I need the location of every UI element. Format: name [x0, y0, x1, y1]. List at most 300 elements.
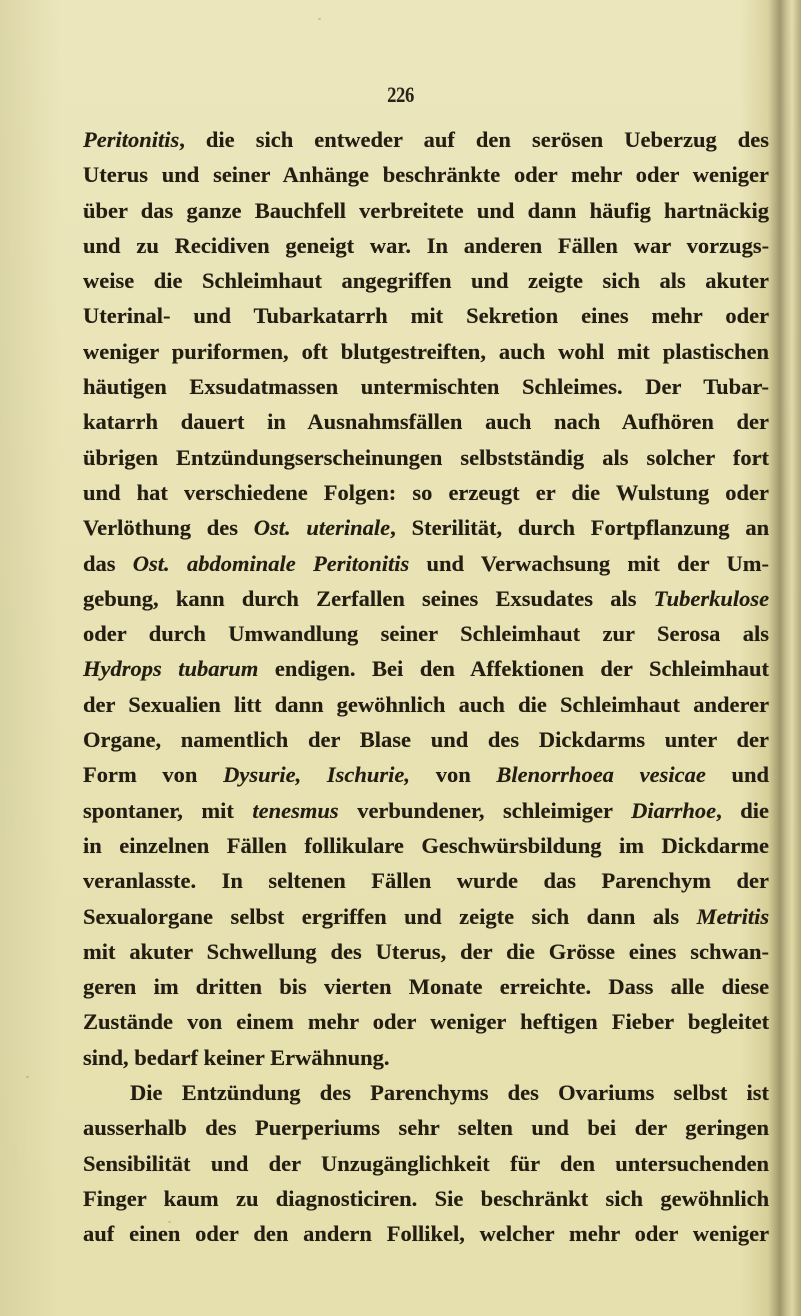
word: Zerfallen [316, 585, 405, 611]
word: kaum [163, 1185, 219, 1211]
word: Recidiven [174, 232, 270, 258]
word: als [742, 621, 770, 647]
text-line [83, 334, 769, 369]
word: den [253, 1221, 289, 1247]
text-line [83, 510, 769, 545]
word: mehr [307, 1009, 359, 1035]
text-line [83, 193, 769, 228]
word: Umwandlung [228, 621, 359, 647]
word: Uterus, [375, 938, 447, 964]
word: hat [136, 479, 168, 505]
paper-speck [26, 1076, 29, 1078]
word: und [531, 1115, 569, 1141]
word: eines [581, 303, 629, 329]
word: seltenen [268, 868, 346, 894]
word: mehr [569, 1221, 620, 1247]
word: Sensibilität [83, 1150, 191, 1176]
word: des [330, 938, 362, 964]
word: Der [645, 374, 682, 400]
word: der [677, 550, 710, 576]
word: puriformen, [171, 338, 289, 364]
word: Grösse [548, 938, 615, 964]
word: Serosa [657, 621, 721, 647]
italic-term: Metritis [696, 903, 770, 929]
word: Fällen [557, 232, 618, 258]
word: schwan- [690, 938, 769, 964]
word: und [404, 903, 442, 929]
word: zu [136, 232, 159, 258]
word: geneigt [285, 232, 355, 258]
text-line [83, 1040, 769, 1075]
word: Anhänge [282, 162, 369, 188]
word: , [179, 127, 185, 152]
word: katarrh [83, 409, 158, 435]
word: und [426, 550, 465, 576]
word: Verwachsung [480, 550, 611, 576]
text-line [83, 475, 769, 510]
text-line [83, 1216, 769, 1251]
word: und [83, 479, 121, 505]
word: der [736, 868, 770, 894]
word: der [460, 938, 493, 964]
word: Sterilität, [411, 515, 503, 541]
text-line [83, 757, 769, 792]
word: Schleimhaut [649, 656, 770, 682]
word: Blase [359, 727, 412, 753]
word: andern [303, 1221, 372, 1247]
word: verbreitete [359, 197, 464, 223]
text-line [83, 1110, 769, 1145]
word: Dickdarme [661, 832, 769, 858]
word: des [737, 127, 770, 152]
word: erreichte. [499, 974, 592, 1000]
text-line [83, 651, 769, 686]
word: und [476, 197, 515, 223]
word: das [140, 197, 174, 223]
word: sich [255, 127, 294, 152]
word: des [507, 1080, 539, 1106]
text-line [83, 722, 769, 757]
word: mit [410, 303, 444, 329]
word: Geschwürsbildung [421, 832, 602, 858]
word: Wulstung [615, 479, 710, 505]
word: das [543, 868, 577, 894]
italic-term: Diarrhoe [631, 797, 717, 823]
word: und [471, 268, 509, 294]
word: sich [605, 1185, 644, 1211]
word: untermischten [360, 374, 500, 400]
word: weniger [83, 338, 159, 364]
word: Dass [608, 974, 654, 1000]
word: die [153, 268, 183, 294]
word: Tubarkatarrh [253, 303, 388, 329]
word: und [83, 232, 121, 258]
word: selbst [673, 1080, 728, 1106]
word: war. [369, 232, 411, 258]
word: den [419, 656, 455, 682]
word: war [633, 232, 671, 258]
word: des [319, 1080, 351, 1106]
word: litt [234, 691, 262, 717]
word: sind, [83, 1044, 129, 1070]
word: als [610, 585, 637, 611]
word: zur [602, 621, 635, 647]
word: seines [422, 585, 479, 611]
word: über [83, 197, 128, 223]
word: gewöhnlich [336, 691, 446, 717]
text-line [83, 899, 769, 934]
word: begleitet [687, 1009, 770, 1035]
italic-term: Blenorrhoea [496, 762, 614, 788]
word: er [535, 479, 556, 505]
italic-term: vesicae [639, 762, 706, 788]
text-line [83, 687, 769, 722]
word: oder [372, 1009, 417, 1035]
word: Monate [408, 974, 483, 1000]
word: Parenchyms [370, 1080, 489, 1106]
word: als [602, 444, 629, 470]
word: endigen. [274, 656, 356, 682]
word: erzeugt [448, 479, 520, 505]
word: namentlich [180, 727, 289, 753]
word: Erwähnung. [270, 1044, 390, 1070]
word: fort [732, 444, 770, 470]
word: untersuchenden [615, 1150, 770, 1176]
word: und [430, 727, 469, 753]
text-line [83, 122, 769, 157]
word: Organe, [83, 727, 162, 753]
word: Uterinal- [83, 303, 171, 329]
word: blutgestreiften, [340, 338, 486, 364]
word: den [475, 127, 511, 152]
word: durch [241, 585, 299, 611]
word: In [426, 232, 449, 258]
word: im [153, 974, 179, 1000]
word: Um- [726, 550, 769, 576]
word: Follikel, [386, 1221, 465, 1247]
word: diese [721, 974, 770, 1000]
word: Fortpflanzung [590, 515, 730, 541]
word: Aufhören [621, 409, 714, 435]
word: beschränkt [480, 1185, 589, 1211]
word: ist [746, 1080, 770, 1106]
word: bis [279, 974, 307, 1000]
word: Schleimes. [522, 374, 623, 400]
word: diagnosticiren. [275, 1185, 418, 1211]
word: das [83, 550, 116, 576]
word: Fällen [371, 868, 432, 894]
word: serösen [531, 127, 604, 152]
text-line [83, 863, 769, 898]
word: einem [236, 1009, 294, 1035]
text-line [83, 581, 769, 616]
word: anderer [693, 691, 770, 717]
word: die [506, 938, 535, 964]
italic-term: Ost. [132, 550, 170, 576]
word: zeigte [528, 268, 584, 294]
italic-term: Peritonitis [83, 127, 180, 152]
word: der [83, 691, 116, 717]
word: Bauchfell [254, 197, 346, 223]
word: ausserhalb [83, 1115, 187, 1141]
word: oder [725, 303, 770, 329]
word: geren [83, 974, 137, 1000]
word: oder [725, 479, 770, 505]
word: keiner [203, 1044, 265, 1070]
word: Sie [434, 1185, 464, 1211]
word: des [206, 515, 238, 541]
body-text [83, 122, 769, 1252]
text-line [83, 404, 769, 439]
word: mehr [651, 303, 703, 329]
word: einzelnen [119, 832, 210, 858]
word: und [161, 162, 200, 188]
word: Entzündung [181, 1080, 301, 1106]
word: Dickdarms [538, 727, 646, 753]
italic-term: Ischurie, [326, 762, 411, 788]
word: gebung, [83, 585, 159, 611]
word: kann [175, 585, 225, 611]
word: schleimiger [503, 797, 613, 823]
word: mit [201, 797, 234, 823]
word: entweder [314, 127, 403, 152]
word: sich [602, 268, 641, 294]
word: häufig [589, 197, 651, 223]
paper-speck [318, 18, 321, 20]
word: bei [587, 1115, 617, 1141]
word: mehr [571, 162, 622, 188]
italic-term: Ost. [253, 515, 291, 541]
word: Schleimhaut [460, 621, 581, 647]
word: veranlasste. [83, 868, 197, 894]
word: Sexualien [128, 691, 221, 717]
text-line [83, 157, 769, 192]
word: selbst [230, 903, 285, 929]
word: mit [617, 338, 650, 364]
word: von [187, 1009, 223, 1035]
word: durch [517, 515, 576, 541]
word: an [745, 515, 770, 541]
page-number: 226 [387, 82, 414, 107]
italic-term: tubarum [178, 656, 259, 682]
word: weniger [430, 1009, 507, 1035]
text-line [83, 1146, 769, 1181]
word: Sexualorgane [83, 903, 214, 929]
word: spontaner, [83, 797, 183, 823]
word: von [435, 762, 471, 788]
word: von [162, 762, 198, 788]
word: Entzündungserscheinungen [176, 444, 443, 470]
text-line [83, 616, 769, 651]
word: Folgen: [323, 479, 397, 505]
word: Schleimhaut [560, 691, 681, 717]
italic-term: abdominale [186, 550, 296, 576]
word: wurde [456, 868, 519, 894]
word: verbundener, [357, 797, 485, 823]
word: oder [195, 1221, 239, 1247]
word: Bei [372, 656, 404, 682]
paper-speck [168, 1221, 171, 1223]
word: geringen [685, 1115, 770, 1141]
text-line [83, 1004, 769, 1039]
word: häutigen [83, 374, 167, 400]
word: wohl [558, 338, 605, 364]
word: auch [485, 409, 532, 435]
word: , [716, 797, 722, 823]
word: weniger [692, 162, 770, 188]
word: dritten [195, 974, 263, 1000]
word: plastischen [662, 338, 770, 364]
word: Exsudates [495, 585, 594, 611]
word: unter [664, 727, 717, 753]
word: ganze [186, 197, 242, 223]
text-line [83, 1181, 769, 1216]
word: des [205, 1115, 237, 1141]
word: Ueberzug [624, 127, 717, 152]
word: nach [554, 409, 601, 435]
text-line [83, 828, 769, 863]
word: sehr [398, 1115, 440, 1141]
word: Schleimhaut [202, 268, 323, 294]
word: Ovariums [558, 1080, 655, 1106]
word: gewöhnlich [660, 1185, 770, 1211]
word: und [210, 1150, 249, 1176]
word: vorzugs- [686, 232, 770, 258]
word: dann [527, 197, 577, 223]
word: vierten [324, 974, 392, 1000]
word: als [652, 903, 680, 929]
word: akuter [705, 268, 770, 294]
text-line [83, 263, 769, 298]
italic-term: tenesmus [252, 797, 339, 823]
word: übrigen [83, 444, 159, 470]
word: oft [301, 338, 328, 364]
word: bedarf [134, 1044, 199, 1070]
word: Finger [83, 1185, 147, 1211]
word: oder [635, 162, 680, 188]
word: der [634, 1115, 667, 1141]
word: Fällen [226, 832, 287, 858]
word: Parenchym [601, 868, 712, 894]
text-line [83, 793, 769, 828]
text-line [83, 228, 769, 263]
word: der [307, 727, 341, 753]
text-line [83, 934, 769, 969]
word: mit [627, 550, 660, 576]
word: akuter [129, 938, 193, 964]
word: die [205, 127, 235, 152]
italic-term: Peritonitis [312, 550, 410, 576]
word: Sekretion [466, 303, 559, 329]
word: auch [458, 691, 505, 717]
word: , [390, 515, 396, 541]
word: oder [513, 162, 558, 188]
word: Schwellung [206, 938, 317, 964]
word: auf [83, 1221, 115, 1247]
word: zu [235, 1185, 259, 1211]
word: alle [670, 974, 705, 1000]
text-line [83, 1075, 769, 1110]
word: oder [634, 1221, 679, 1247]
word: mit [83, 938, 116, 964]
word: heftigen [520, 1009, 598, 1035]
word: weise [83, 268, 135, 294]
word: Exsudatmassen [189, 374, 339, 400]
word: ergriffen [301, 903, 387, 929]
word: auch [498, 338, 546, 364]
word: eines [628, 938, 677, 964]
word: die [518, 691, 547, 717]
word: Puerperiums [255, 1115, 381, 1141]
word: des [487, 727, 520, 753]
text-line [83, 369, 769, 404]
word: hartnäckig [664, 197, 770, 223]
word: als [659, 268, 686, 294]
word: In [221, 868, 243, 894]
word: Ausnahmsfällen [307, 409, 463, 435]
word: oder [83, 621, 127, 647]
word: zeigte [459, 903, 515, 929]
word: einen [129, 1221, 181, 1247]
text-line [83, 440, 769, 475]
word: für [510, 1150, 540, 1176]
word: angegriffen [341, 268, 452, 294]
word: die [740, 797, 770, 823]
word: der [268, 1150, 301, 1176]
text-line [83, 298, 769, 333]
word: seiner [380, 621, 438, 647]
text-line [83, 546, 769, 581]
word: Uterus [83, 162, 148, 188]
italic-term: uterinale [306, 515, 391, 541]
word: anderen [463, 232, 543, 258]
word: Tubar- [703, 374, 770, 400]
word: Zustände [83, 1009, 174, 1035]
word: Fieber [611, 1009, 674, 1035]
word: Form [83, 762, 137, 788]
word: beschränkte [382, 162, 501, 188]
word: follikulare [304, 832, 404, 858]
word: und [193, 303, 231, 329]
word: auf [423, 127, 455, 152]
word: die [571, 479, 601, 505]
word: der [736, 727, 770, 753]
word: selbstständig [460, 444, 585, 470]
word: dauert [180, 409, 245, 435]
word: weniger [692, 1221, 770, 1247]
word: der [600, 656, 633, 682]
word: welcher [479, 1221, 555, 1247]
word: Unzugänglichkeit [321, 1150, 490, 1176]
word: im [619, 832, 644, 858]
word: der [736, 409, 770, 435]
word: in [267, 409, 286, 435]
italic-term: Tuberkulose [653, 585, 770, 611]
word: dann [586, 903, 636, 929]
word: seiner [213, 162, 271, 188]
italic-term: Dysurie, [223, 762, 302, 788]
word: dann [274, 691, 324, 717]
word: verschiedene [183, 479, 308, 505]
word: Verlöthung [83, 515, 191, 541]
word: sich [531, 903, 570, 929]
word: solcher [646, 444, 715, 470]
word: den [559, 1150, 595, 1176]
word: selten [457, 1115, 513, 1141]
word: Die [130, 1080, 163, 1106]
italic-term: Hydrops [83, 656, 162, 682]
word: und [731, 762, 770, 788]
